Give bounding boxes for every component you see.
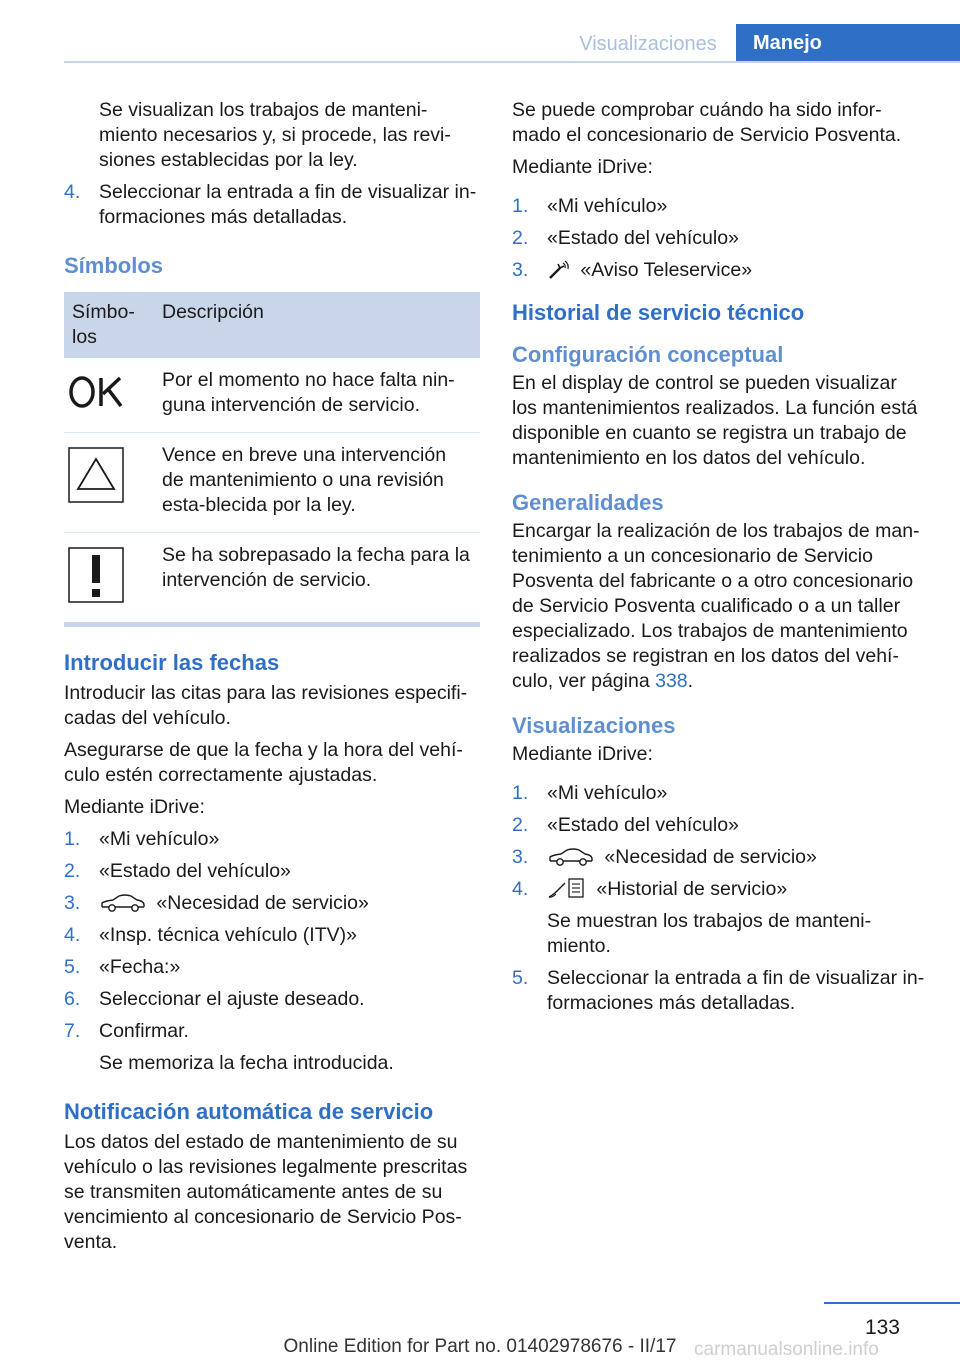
list-number: 3. xyxy=(512,846,529,868)
list-item xyxy=(64,891,480,916)
symbol-cell xyxy=(64,533,154,611)
dates-paragraph: Asegurarse de que la fecha y la hora del vehí-culo estén correctamente ajustadas. xyxy=(64,739,463,786)
list-item xyxy=(64,859,480,884)
list-text: «Mi vehículo» xyxy=(99,828,220,850)
list-item xyxy=(512,845,926,870)
list-item xyxy=(512,194,926,219)
symbol-cell xyxy=(64,433,154,533)
list-item xyxy=(512,781,926,806)
list-text: «Estado del vehículo» xyxy=(99,860,291,882)
table-row xyxy=(64,433,480,533)
idrive-paragraph: Mediante iDrive: xyxy=(512,156,653,178)
list-text: Seleccionar el ajuste deseado. xyxy=(99,988,365,1010)
symbols-heading: Símbolos xyxy=(64,253,164,278)
general-paragraph xyxy=(512,519,926,694)
table-end-rule xyxy=(64,622,480,627)
teleservice-paragraph: Se puede comprobar cuándo ha sido infor-mado el concesionario de Servicio Posventa. xyxy=(512,99,902,146)
table-row xyxy=(64,533,480,611)
right-column xyxy=(512,98,926,1023)
page-link[interactable]: 338 xyxy=(655,670,688,692)
list-text: «Mi vehículo» xyxy=(547,195,668,217)
section-title: Visualizaciones xyxy=(579,33,717,55)
car-icon xyxy=(547,847,595,867)
dates-paragraph: Mediante iDrive: xyxy=(64,796,205,818)
idrive-paragraph: Mediante iDrive: xyxy=(512,743,653,765)
list-text: «Insp. técnica vehículo (ITV)» xyxy=(99,924,357,946)
list-item xyxy=(512,966,926,1016)
header-rule xyxy=(64,61,960,63)
list-text: Confirmar. xyxy=(99,1020,189,1042)
dates-paragraph: Introducir las citas para las revisiones especifi-cadas del vehículo. xyxy=(64,682,468,729)
chapter-tab[interactable]: Manejo xyxy=(736,24,960,63)
list-item xyxy=(64,180,480,230)
table-header-description: Descripción xyxy=(154,292,480,358)
description-cell: Vence en breve una intervención de mantenimiento o una revisión esta-blecida por la ley. xyxy=(154,433,480,533)
list-text: «Fecha:» xyxy=(99,956,181,978)
notification-heading: Notificación automática de servicio xyxy=(64,1099,434,1124)
list-item xyxy=(64,955,480,980)
list-text: «Historial de servicio» xyxy=(596,878,788,900)
list-number: 2. xyxy=(64,860,81,882)
list-item xyxy=(512,813,926,838)
list-text: «Necesidad de servicio» xyxy=(156,892,369,914)
list-number: 5. xyxy=(64,956,81,978)
list-number: 3. xyxy=(512,259,529,281)
footer-rule xyxy=(824,1302,960,1304)
ok-icon xyxy=(68,372,124,412)
list-text: «Estado del vehículo» xyxy=(547,814,739,836)
notification-paragraph: Los datos del estado de mantenimiento de su vehículo o las revisiones legalmente prescritas se transmiten automáticamente antes de su vencimiento al concesionario de Servicio Pos-venta. xyxy=(64,1131,468,1253)
intro-paragraph: Se visualizan los trabajos de manteni-miento necesarios y, si procede, las revi-siones establecidas por la ley. xyxy=(99,99,451,171)
list-number: 1. xyxy=(512,195,529,217)
list-item xyxy=(64,987,480,1012)
page-number: 133 xyxy=(864,1316,900,1339)
list-text-with-icon xyxy=(547,845,926,870)
list-item xyxy=(64,827,480,852)
list-number: 4. xyxy=(512,878,529,900)
warning-triangle-icon xyxy=(68,447,124,503)
description-cell: Se ha sobrepasado la fecha para la intervención de servicio. xyxy=(162,544,470,591)
list-number: 4. xyxy=(64,924,81,946)
description-cell: Por el momento no hace falta nin-guna intervención de servicio. xyxy=(154,358,480,433)
list-text-with-icon xyxy=(99,891,480,916)
list-number: 1. xyxy=(512,782,529,804)
list-text: Seleccionar la entrada a fin de visualizar in-formaciones más detalladas. xyxy=(99,181,477,228)
watermark: carmanualsonline.info xyxy=(694,1339,879,1360)
list-number: 2. xyxy=(512,227,529,249)
list-text: «Necesidad de servicio» xyxy=(604,846,817,868)
general-heading: Generalidades xyxy=(512,490,664,515)
step-note: Se memoriza la fecha introducida. xyxy=(99,1052,394,1074)
list-text: Seleccionar la entrada a fin de visualizar in-formaciones más detalladas. xyxy=(547,967,925,1014)
visualizations-heading: Visualizaciones xyxy=(512,713,676,738)
concept-paragraph: En el display de control se pueden visualizar los mantenimientos realizados. La función está disponible en cuanto se registra un trabajo de mantenimiento en los datos del vehículo. xyxy=(512,372,918,469)
list-text-with-icon xyxy=(547,877,926,902)
list-number: 2. xyxy=(512,814,529,836)
dates-heading: Introducir las fechas xyxy=(64,650,280,675)
exclamation-icon xyxy=(68,547,124,603)
list-number: 6. xyxy=(64,988,81,1010)
list-text: «Mi vehículo» xyxy=(547,782,668,804)
list-item xyxy=(512,226,926,251)
symbols-table xyxy=(64,292,480,610)
list-item xyxy=(512,258,926,283)
list-item xyxy=(512,877,926,902)
service-history-icon xyxy=(547,877,587,899)
table-header-row xyxy=(64,292,480,358)
general-text-end: . xyxy=(687,670,694,692)
list-number: 1. xyxy=(64,828,81,850)
history-heading: Historial de servicio técnico xyxy=(512,300,805,325)
table-row xyxy=(64,358,480,433)
list-number: 5. xyxy=(512,967,529,989)
list-item xyxy=(64,923,480,948)
list-text: «Estado del vehículo» xyxy=(547,227,739,249)
list-number: 4. xyxy=(64,181,81,203)
list-text-with-icon xyxy=(547,258,926,283)
concept-heading: Configuración conceptual xyxy=(512,342,784,367)
car-icon xyxy=(99,893,147,913)
list-item xyxy=(64,1019,480,1044)
step-note: Se muestran los trabajos de manteni-miento. xyxy=(547,910,872,957)
edition-note: Online Edition for Part no. 01402978676 - II/17 xyxy=(283,1336,677,1357)
table-header-symbols: Símbo-los xyxy=(64,292,154,358)
symbol-cell xyxy=(64,358,154,433)
list-text: «Aviso Teleservice» xyxy=(580,259,753,281)
left-column xyxy=(64,98,480,1262)
list-number: 3. xyxy=(64,892,81,914)
general-text: Encargar la realización de los trabajos de man-tenimiento a un concesionario de Servicio Posventa del fabricante o a otro concesionario de Servicio Posventa cualificado o a un taller especializado. Los trabajos de mantenimiento realizados se registran en los datos del vehí-culo, ver página xyxy=(512,520,920,692)
list-number: 7. xyxy=(64,1020,81,1042)
teleservice-icon xyxy=(547,260,571,280)
